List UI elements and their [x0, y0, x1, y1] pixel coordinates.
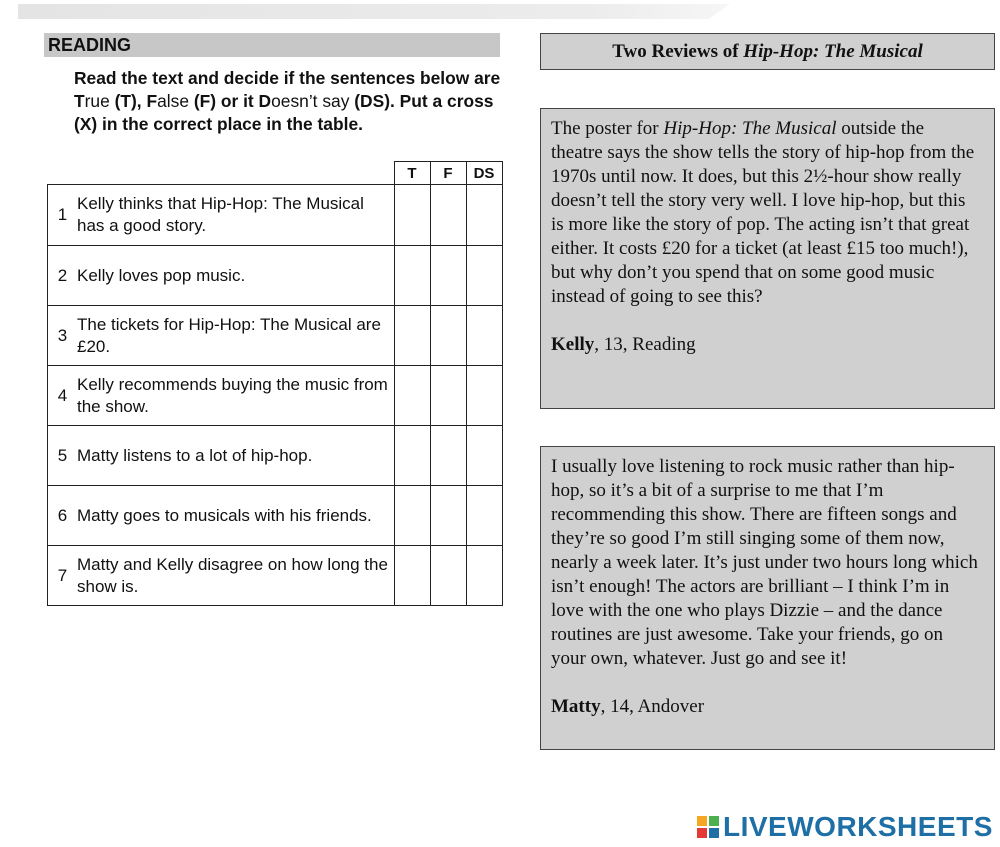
- table-row: [48, 306, 503, 366]
- row-number: 4: [48, 366, 78, 426]
- review-kelly: [540, 108, 995, 409]
- table-row: [48, 486, 503, 546]
- review-body-text: outside the theatre says the show tells the story of hip-hop from the 1970s until now. It does, but this 2½-hour show really doesn’t tell the story very well. I love hip-hop, but this is more like the story of pop. The acting isn’t that great either. It costs £20 for a ticket (at least £15 too much!), but why don’t you spend that on some good music instead of going to see this?: [551, 118, 975, 307]
- instr-part-f: oesn’t say: [271, 91, 350, 111]
- answer-cell-f[interactable]: [430, 185, 466, 246]
- reviewer-info: , 14, Andover: [600, 696, 705, 717]
- answer-cell-ds[interactable]: [466, 185, 502, 246]
- header-false: F: [430, 162, 466, 185]
- row-number: 3: [48, 306, 78, 366]
- instr-part-d: alse: [157, 91, 194, 111]
- answer-cell-ds[interactable]: [466, 426, 502, 486]
- liveworksheets-logo: [697, 810, 993, 844]
- answer-cell-f[interactable]: [430, 546, 466, 606]
- answer-cell-f[interactable]: [430, 426, 466, 486]
- header-doesnt-say: DS: [466, 162, 502, 185]
- row-statement: The tickets for Hip-Hop: The Musical are £20.: [77, 306, 394, 366]
- logo-square-icon: [697, 828, 707, 838]
- answer-cell-t[interactable]: [394, 246, 430, 306]
- answer-cell-t[interactable]: [394, 185, 430, 246]
- instr-part-g: (DS). Put a cross (X) in the correct place in the table.: [74, 91, 494, 134]
- instr-part-e: (F) or it D: [193, 91, 272, 111]
- answer-cell-f[interactable]: [430, 246, 466, 306]
- reviewer-info: , 13, Reading: [594, 334, 696, 355]
- reviewer-name: Kelly: [551, 334, 595, 355]
- row-number: 1: [48, 185, 78, 246]
- table-row: [48, 426, 503, 486]
- top-decorative-bar: [18, 4, 730, 19]
- answer-cell-t[interactable]: [394, 366, 430, 426]
- answer-cell-f[interactable]: [430, 306, 466, 366]
- answer-cell-f[interactable]: [430, 486, 466, 546]
- row-statement: Kelly loves pop music.: [77, 246, 394, 306]
- instructions: [74, 67, 504, 136]
- review-matty: [540, 446, 995, 750]
- row-number: 7: [48, 546, 78, 606]
- row-statement: Matty goes to musicals with his friends.: [77, 486, 394, 546]
- answer-cell-t[interactable]: [394, 426, 430, 486]
- answer-cell-f[interactable]: [430, 366, 466, 426]
- instr-part-b: rue: [84, 91, 115, 111]
- review-body: [551, 117, 980, 309]
- answer-cell-t[interactable]: [394, 306, 430, 366]
- reviews-title-show: Hip-Hop: The Musical: [743, 41, 923, 62]
- review-signature: [551, 333, 980, 357]
- review-show-name: Hip-Hop: The Musical: [663, 118, 837, 139]
- table-row: [48, 246, 503, 306]
- review-body: I usually love listening to rock music rather than hip-hop, so it’s a bit of a surprise to me that I’m recommending this show. There are fifteen songs and they’re so good I’m still singing some of them now, nearly a week later. It’s just under two hours long which isn’t enough! The actors are brilliant – I think I’m in love with the one who plays Dizzie – and the dance routines are just awesome. Take your friends, go on your own, whatever. Just go and see it!: [551, 456, 978, 669]
- answer-cell-t[interactable]: [394, 546, 430, 606]
- answer-cell-ds[interactable]: [466, 366, 502, 426]
- row-statement: Matty and Kelly disagree on how long the show is.: [77, 546, 394, 606]
- answer-cell-t[interactable]: [394, 486, 430, 546]
- answer-cell-ds[interactable]: [466, 246, 502, 306]
- header-blank: [48, 162, 395, 185]
- logo-square-icon: [697, 816, 707, 826]
- instr-part-a: Read the text and decide if the sentences below are T: [74, 68, 501, 111]
- answer-table: [47, 161, 503, 606]
- instr-part-c: (T), F: [114, 91, 158, 111]
- review-signature: [551, 695, 980, 719]
- table-row: [48, 546, 503, 606]
- row-statement: Matty listens to a lot of hip-hop.: [77, 426, 394, 486]
- review-body-prefix: The poster for: [551, 118, 664, 139]
- reviewer-name: Matty: [551, 696, 601, 717]
- reviews-title-prefix: Two Reviews of: [612, 41, 744, 62]
- logo-square-icon: [709, 828, 719, 838]
- table-row: [48, 366, 503, 426]
- answer-cell-ds[interactable]: [466, 546, 502, 606]
- reviews-title: [540, 33, 995, 70]
- answer-cell-ds[interactable]: [466, 486, 502, 546]
- logo-text: LIVEWORKSHEETS: [723, 811, 993, 842]
- logo-mark-icon: [697, 816, 719, 838]
- table-row: [48, 185, 503, 246]
- logo-square-icon: [709, 816, 719, 826]
- row-statement: Kelly recommends buying the music from the show.: [77, 366, 394, 426]
- answer-cell-ds[interactable]: [466, 306, 502, 366]
- table-header-row: [48, 162, 503, 185]
- row-statement: Kelly thinks that Hip-Hop: The Musical has a good story.: [77, 185, 394, 246]
- reading-section-header: READING: [44, 33, 500, 57]
- row-number: 2: [48, 246, 78, 306]
- row-number: 5: [48, 426, 78, 486]
- row-number: 6: [48, 486, 78, 546]
- header-true: T: [394, 162, 430, 185]
